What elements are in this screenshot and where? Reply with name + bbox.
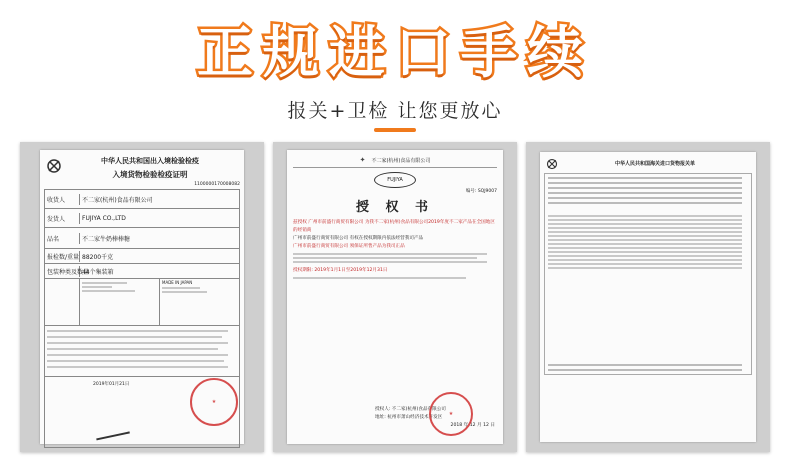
doc-number: 编号: SQJ9007 (465, 189, 497, 194)
paragraph-2: 广州市前盛行商贸有限公司 有权在授权期限内依法经营我司产品 (293, 236, 424, 241)
signer: 授权人: 不二家(杭州)食品有限公司 (375, 407, 446, 412)
subtitle-underline (374, 128, 416, 132)
table-row (45, 249, 239, 264)
authorization-letter (287, 150, 503, 444)
table-row (45, 228, 239, 249)
letter-date: 2018 年 12 月 12 日 (450, 423, 495, 428)
brand-name: FUJIYA (387, 177, 403, 183)
table-row (45, 209, 239, 228)
page-title: 正规进口手续 (197, 21, 593, 86)
row-label: 收货人 (45, 194, 80, 205)
row-value: 不二家牛奶棒棒糖 (82, 235, 131, 243)
cert1-heading-2: 入境货物检验检疫证明 (112, 170, 188, 179)
authorization-period: 授权期限: 2019年1月1日至2019年12月31日 (293, 268, 388, 273)
letterhead-company: 不二家(杭州)食品有限公司 (371, 157, 431, 164)
brand-oval (374, 172, 416, 188)
customs-emblem-icon (46, 158, 62, 174)
paragraph-1: 兹授权 广州市前盛行商贸有限公司 为我不二家(杭州)食品有限公司2019年度不二家产品在全国地区的经销商 (293, 220, 495, 233)
row-value: 88200千克 (82, 253, 114, 261)
cert1-number: 1100000170008082 (194, 182, 240, 187)
company-seal: ★ (429, 392, 473, 436)
row-value: 不二家(杭州)食品有限公司 (82, 196, 153, 204)
cert3-heading: 中华人民共和国海关进口货物报关单 (614, 161, 695, 167)
table-row (45, 264, 239, 279)
row-label: 发货人 (45, 213, 80, 224)
cert1-date: 2019年01月21日 (93, 382, 130, 387)
handwritten-signature (94, 422, 130, 441)
declaration-table (544, 173, 752, 375)
cert1-heading-1: 中华人民共和国出入境检验检疫 (101, 157, 199, 165)
cert-card-customs[interactable] (526, 142, 770, 452)
table-row (45, 326, 239, 377)
page-subtitle: 报关+卫检 让您更放心 (287, 100, 503, 122)
brand-logo-icon: ✦ (359, 156, 366, 164)
letterhead (287, 156, 503, 164)
letter-body (287, 219, 503, 279)
customs-emblem-icon (546, 158, 558, 170)
cert-card-inspection[interactable] (20, 142, 264, 452)
inspection-certificate (40, 150, 244, 444)
row-label: 包装种类及数量 (45, 266, 80, 277)
company-address: 地址: 杭州市萧山经济技术开发区 (375, 415, 443, 420)
table-row (45, 279, 239, 326)
customs-seal: ★ (190, 378, 238, 426)
table-row (45, 190, 239, 209)
letter-heading: 授 权 书 (355, 200, 435, 215)
row-label: 品名 (45, 233, 80, 244)
paragraph-3: 广州市前盛行商贸有限公司 须保证所售产品为我司正品 (293, 244, 405, 249)
row-value: 44个集装箱 (82, 268, 114, 276)
row-value: FUJIYA CO.,LTD (82, 214, 126, 222)
customs-declaration (540, 152, 756, 442)
cert-card-authorization[interactable] (273, 142, 517, 452)
page-banner (0, 12, 790, 86)
origin-label: MADE IN JAPAN (162, 280, 193, 285)
row-label: 报检数/重量 (45, 251, 80, 262)
